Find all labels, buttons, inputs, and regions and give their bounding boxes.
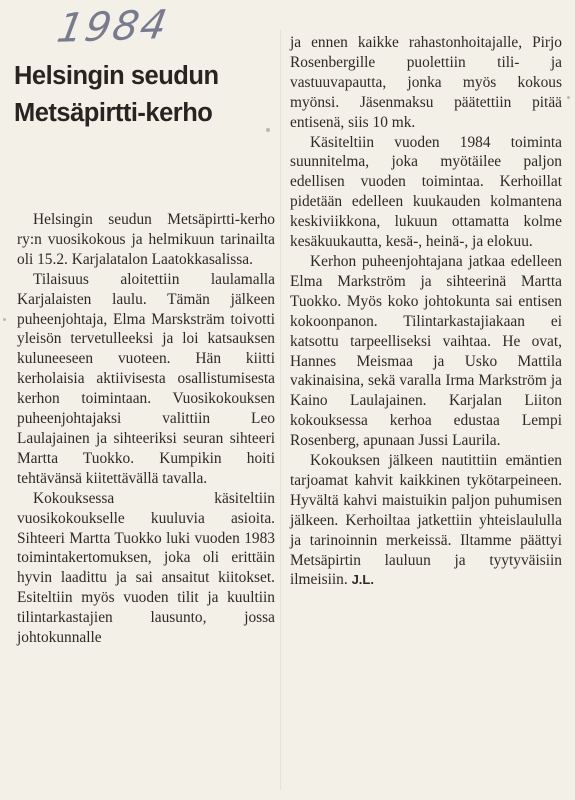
headline-line-2: Metsäpirtti-kerho	[14, 99, 213, 127]
article-headline	[14, 58, 269, 132]
headline-line-1: Helsingin seudun	[14, 62, 219, 90]
right-continuation-paragraph: ja ennen kaikke rahastonhoitajalle, Pirjo Rosenbergille puolettiin tili- ja vastuuvapautta, jonka myös kokous myönsi. Jäsenmaksu päätettiin pitää entisenä, siis 10 mk.	[290, 34, 562, 131]
print-speck	[3, 318, 6, 321]
right-paragraph-2: Kerhon puheenjohtajana jatkaa edelleen Elma Markström ja sihteerinä Martta Tuokko. Myös koko johtokunta sai entisen kokoonpanon. Tilintarkastajiakaan ei katsottu tarpeelliseksi vaihtaa. He ovat, Hannes Meismaa ja Usko Mattila vakinaisina, sekä varalla Irma Markström ja Kaino Laulajainen. Karjalan Liiton kokouksessa kerhoa edustaa Lempi Rosenberg, apunaan Jussi Laurila.	[290, 252, 562, 450]
left-paragraph-3: Kokouksessa käsiteltiin vuosikokoukselle kuuluvia asioita. Sihteeri Martta Tuokko luki vuoden 1983 toimintakertomuksen, joka oli erittäin hyvin laadittu ja sai ansaitut kiitokset. Esiteltiin myös vuoden tilit ja kuultiin tilintarkastajien lausunto, jossa johtokunnalle	[17, 489, 275, 647]
right-column	[290, 33, 562, 590]
left-paragraph-1: Helsingin seudun Metsäpirtti-kerho ry:n vuosikokous ja helmikuun tarinailta oli 15.2. Karjalatalon Laatokkasalissa.	[17, 211, 275, 268]
print-speck	[266, 128, 270, 132]
column-gutter	[280, 30, 281, 790]
right-paragraph-1: Käsiteltiin vuoden 1984 toiminta suunnitelma, joka myötäilee paljon edellisen vuoden toimintaa. Kerhoillat pidetään edelleen kuukauden kolmantena keskiviikkona, lukuun ottamatta kolme kesäkuukautta, kesä-, heinä-, ja elokuu.	[290, 133, 562, 251]
author-signature: J.L.	[351, 572, 374, 588]
left-column	[17, 210, 275, 648]
handwritten-year: 1984	[53, 2, 173, 52]
closing-text: Kokouksen jälkeen nautittiin emäntien tarjoamat kahvit kaikkinen tykötarpeineen. Hyvältä kahvi maistuikin paljon puhumisen jälkeen. Kerhoiltaa jatkettiin yhteislaululla ja tarinoinnin merkeissä. Iltamme päättyi Metsäpirtin lauluun ja tyytyväisiin ilmeisiin.	[290, 452, 562, 589]
print-speck	[567, 96, 570, 99]
left-paragraph-2: Tilaisuus aloitettiin laulamalla Karjalaisten laulu. Tämän jälkeen puheenjohtaja, Elma Marsksträm toivotti yleisön tervetulleeksi ja loi katsauksen kuluneeseen vuoteen. Hän kiitti kerholaisia aktiivisesta osallistumisesta kerhon toimintaan. Vuosikokouksen puheenjohtajaksi valittiin Leo Laulajainen ja sihteeriksi seuran sihteeri Martta Tuokko. Kumpikin hoiti tehtävänsä kiitettävällä tavalla.	[17, 270, 275, 487]
right-paragraph-3	[290, 451, 562, 590]
